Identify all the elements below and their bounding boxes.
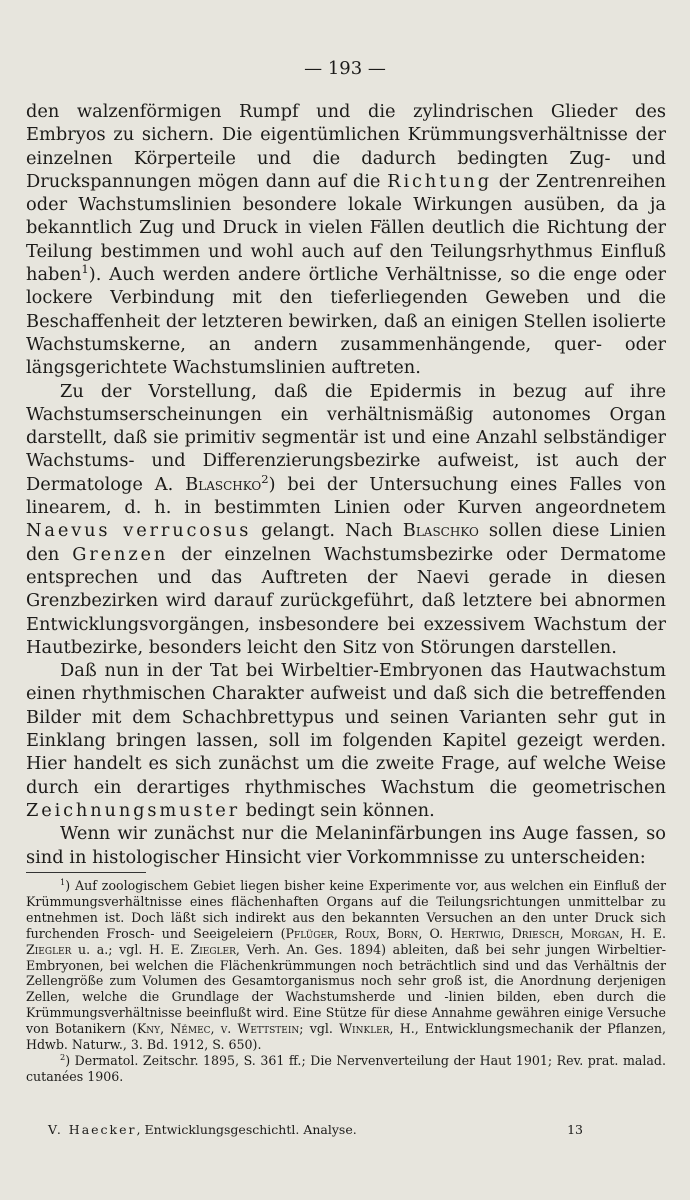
text-run: Zu der Vorstellung, daß die Epidermis in bezug auf ihre Wachstumserscheinungen ein verhältnismäßig autonomes Organ darstellt, daß sie primitiv segmentär ist und eine Anzahl selbständiger Wachstums- und Differenzierungsbezirke aufweist, ist auch der Dermatologe A. (26, 380, 666, 495)
text-run: , O. (418, 925, 451, 941)
emphasis-text: Zeichnungsmuster (26, 799, 241, 821)
emphasis-text: Richtung (387, 170, 492, 192)
text-run: der Zentrenreihen oder Wachstumslinien besondere lokale Wirkungen ausüben, da ja bekanntlich Zug und Druck in vielen Fällen deutlich die Richtung der Teilung bestimmen und wohl auch auf den Teilungsrhythmus Einfluß haben (26, 170, 666, 286)
text-run: , H., Entwicklungsmechanik der Pflanzen, Hdwb. Naturw., 3. Bd. 1912, S. 650). (26, 1021, 666, 1053)
paragraph (26, 659, 666, 822)
text-run: der einzelnen Wachstumsbezirke oder Dermatome entsprechen und das Auftreten der Naevi gerade in diesen Grenzbezirken wird darauf zurückgeführt, daß letztere bei abnormen Entwicklungsvorgängen, insbesondere bei exzessivem Wachstum der Hautbezirke, besonders leicht den Sitz von Störungen darstellen. (26, 543, 666, 658)
text-run: bedingt sein können. (240, 799, 435, 821)
emphasis-text: Blaschko (185, 473, 262, 495)
text-run: Wenn wir zunächst nur die Melaninfärbungen ins Auge fassen, so sind in histologischer Hinsicht vier Vorkommnisse zu unterscheiden: (26, 823, 666, 868)
page-number: — 193 — (304, 58, 386, 79)
running-footer (48, 1122, 357, 1137)
emphasis-text: Naevus verrucosus (26, 520, 252, 542)
text-run: sollen diese Linien den (26, 520, 667, 565)
footnote-ref: 2 (60, 1051, 66, 1062)
page-footer (48, 1122, 583, 1137)
footnote-divider (26, 872, 146, 873)
paragraph (26, 380, 666, 660)
text-run: gelangt. Nach (251, 520, 403, 542)
footer-author: V. Haecker (48, 1122, 137, 1137)
footer-title: , Entwicklungsgeschichtl. Analyse. (136, 1122, 357, 1137)
text-run: , Verh. An. Ges. 1894) ableiten, daß bei sehr jungen Wirbeltier-Embryonen, bei welchen die Flächenkrümmungen noch beträchtlich sind und das Verhältnis der Zellengröße zum Volumen des Gesamtorganismus noch sehr groß ist, die Anordnung derjenigen Zellen, welche die Grundlage der Wachstumsherde und -linien bilden, eben durch die Krümmungsverhältnisse beeinflußt wird. Eine Stütze für diese Annahme gewähren einige Versuche von Botanikern ( (26, 941, 667, 1037)
text-run: ) bei der Untersuchung eines Falles von linearem, d. h. in bestimmten Linien oder Kurven angeordnetem (26, 473, 667, 519)
emphasis-text: Pflüger, Roux, Born (285, 925, 419, 941)
emphasis-text: Hertwig, Driesch, Morgan (450, 925, 620, 941)
footnote-ref: 2 (261, 471, 269, 486)
paragraph (26, 822, 666, 869)
signature-mark: 13 (567, 1122, 583, 1137)
emphasis-text: Ziegler (26, 941, 72, 957)
text-run: ) Dermatol. Zeitschr. 1895, S. 361 ff.; Die Nervenverteilung der Haut 1901; Rev. prat. malad. cutanées 1906. (26, 1052, 666, 1084)
text-run: ). Auch werden andere örtliche Verhältnisse, so die enge oder lockere Verbindung mit den tieferliegenden Geweben und die Beschaffenheit der letzteren bewirken, daß an einigen Stellen isolierte Wachstumskerne, an andern zusammenhängende, quer- oder längsgerichtete Wachstumslinien auftreten. (26, 264, 666, 379)
emphasis-text: Ziegler (190, 941, 236, 957)
text-run: u. a.; vgl. H. E. (71, 941, 191, 957)
footnote (26, 1053, 666, 1085)
paragraph (26, 100, 666, 380)
text-run: ) Auf zoologischem Gebiet liegen bisher keine Experimente vor, aus welchen ein Einfluß der Krümmungsverhältnisse eines flächenhaften Organs auf die Teilungsrichtungen unmittelbar zu entnehmen ist. Doch läßt sich indirekt aus den bekannten Versuchen an den unter Druck sich furchenden Frosch- und Seeigeleiern ( (26, 878, 666, 941)
footnotes (26, 878, 666, 1085)
footnote-ref: 1 (60, 876, 66, 887)
text-run: Daß nun in der Tat bei Wirbeltier-Embryonen das Hautwachstum einen rhythmischen Charakter aufweist und daß sich die betreffenden Bilder mit dem Schachbrettypus und seinen Varianten sehr gut in Einklang bringen lassen, soll im folgenden Kapitel gezeigt werden. Hier handelt es sich zunächst um die zweite Frage, auf welche Weise durch ein derartiges rhythmisches Wachstum die geometrischen (26, 660, 666, 798)
main-text (26, 100, 666, 869)
footnote-ref: 1 (81, 262, 89, 277)
text-run: ; vgl. (299, 1021, 340, 1037)
footnote (26, 878, 666, 1053)
emphasis-text: Blaschko (402, 520, 479, 542)
emphasis-text: Grenzen (72, 543, 169, 565)
text-run: den walzenförmigen Rumpf und die zylindrischen Glieder des Embryos zu sichern. Die eigentümlichen Krümmungsverhältnisse der einzelnen Körperteile und die dadurch bedingten Zug- und Druckspannungen mögen dann auf die (26, 101, 666, 192)
emphasis-text: Winkler (339, 1021, 390, 1037)
emphasis-text: Kny, Němec, v. Wettstein (136, 1021, 300, 1037)
text-run: , H. E. (619, 925, 666, 941)
